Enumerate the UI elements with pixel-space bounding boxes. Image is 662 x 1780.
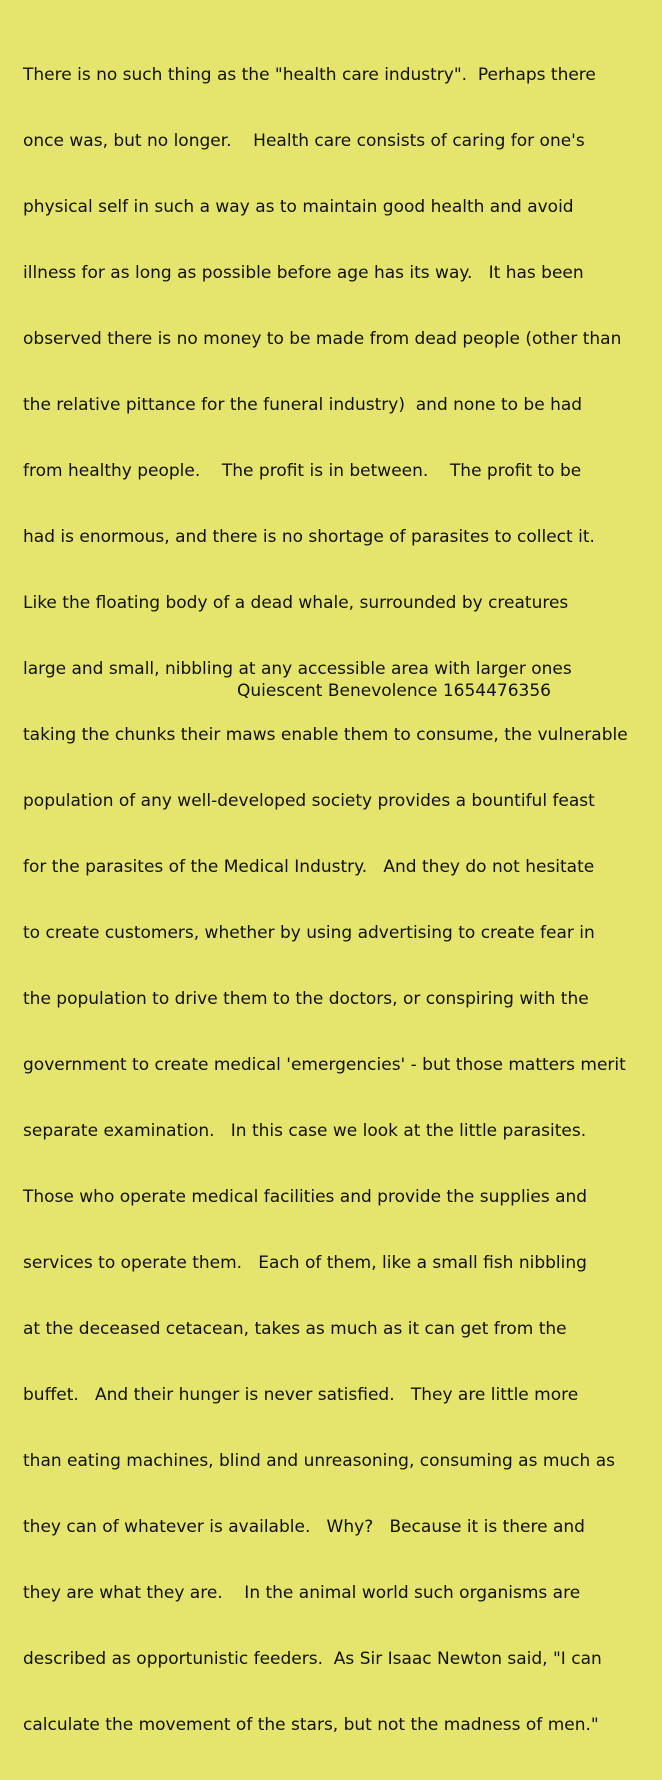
essay-line: illness for as long as possible before age has its way. It has been (23, 263, 584, 283)
essay-line: to create customers, whether by using advertising to create fear in (23, 923, 595, 943)
essay-line: at the deceased cetacean, takes as much as it can get from the (23, 1319, 567, 1339)
essay-line: services to operate them. Each of them, like a small fish nibbling (23, 1253, 587, 1273)
essay-body (23, 20, 653, 1780)
essay-line: Like the floating body of a dead whale, surrounded by creatures (23, 593, 569, 613)
essay-line: the relative pittance for the funeral industry) and none to be had (23, 395, 583, 415)
essay-line: than eating machines, blind and unreasoning, consuming as much as (23, 1451, 615, 1471)
essay-line: from healthy people. The profit is in between. The profit to be (23, 461, 582, 481)
essay-line: calculate the movement of the stars, but not the madness of men." (23, 1715, 599, 1735)
essay-line: for the parasites of the Medical Industry. And they do not hesitate (23, 857, 595, 877)
essay-line: observed there is no money to be made from dead people (other than (23, 329, 622, 349)
essay-line: physical self in such a way as to maintain good health and avoid (23, 197, 574, 217)
essay-line: buffet. And their hunger is never satisfied. They are little more (23, 1385, 579, 1405)
essay-line: described as opportunistic feeders. As Sir Isaac Newton said, "I can (23, 1649, 602, 1669)
signature: Quiescent Benevolence 1654476356 (237, 681, 551, 701)
essay-line: large and small, nibbling at any accessible area with larger ones (23, 659, 572, 679)
essay-line: government to create medical 'emergencies' - but those matters merit (23, 1055, 626, 1075)
essay-line: taking the chunks their maws enable them to consume, the vulnerable (23, 725, 628, 745)
essay-line: once was, but no longer. Health care consists of caring for one's (23, 131, 585, 151)
essay-line: the population to drive them to the doctors, or conspiring with the (23, 989, 589, 1009)
essay-line: had is enormous, and there is no shortage of parasites to collect it. (23, 527, 595, 547)
essay-line: separate examination. In this case we look at the little parasites. (23, 1121, 587, 1141)
essay-line: they are what they are. In the animal world such organisms are (23, 1583, 581, 1603)
essay-line: they can of whatever is available. Why? Because it is there and (23, 1517, 585, 1537)
essay-line: Those who operate medical facilities and provide the supplies and (23, 1187, 588, 1207)
essay-line: population of any well-developed society provides a bountiful feast (23, 791, 595, 811)
essay-line: There is no such thing as the "health care industry". Perhaps there (23, 65, 596, 85)
